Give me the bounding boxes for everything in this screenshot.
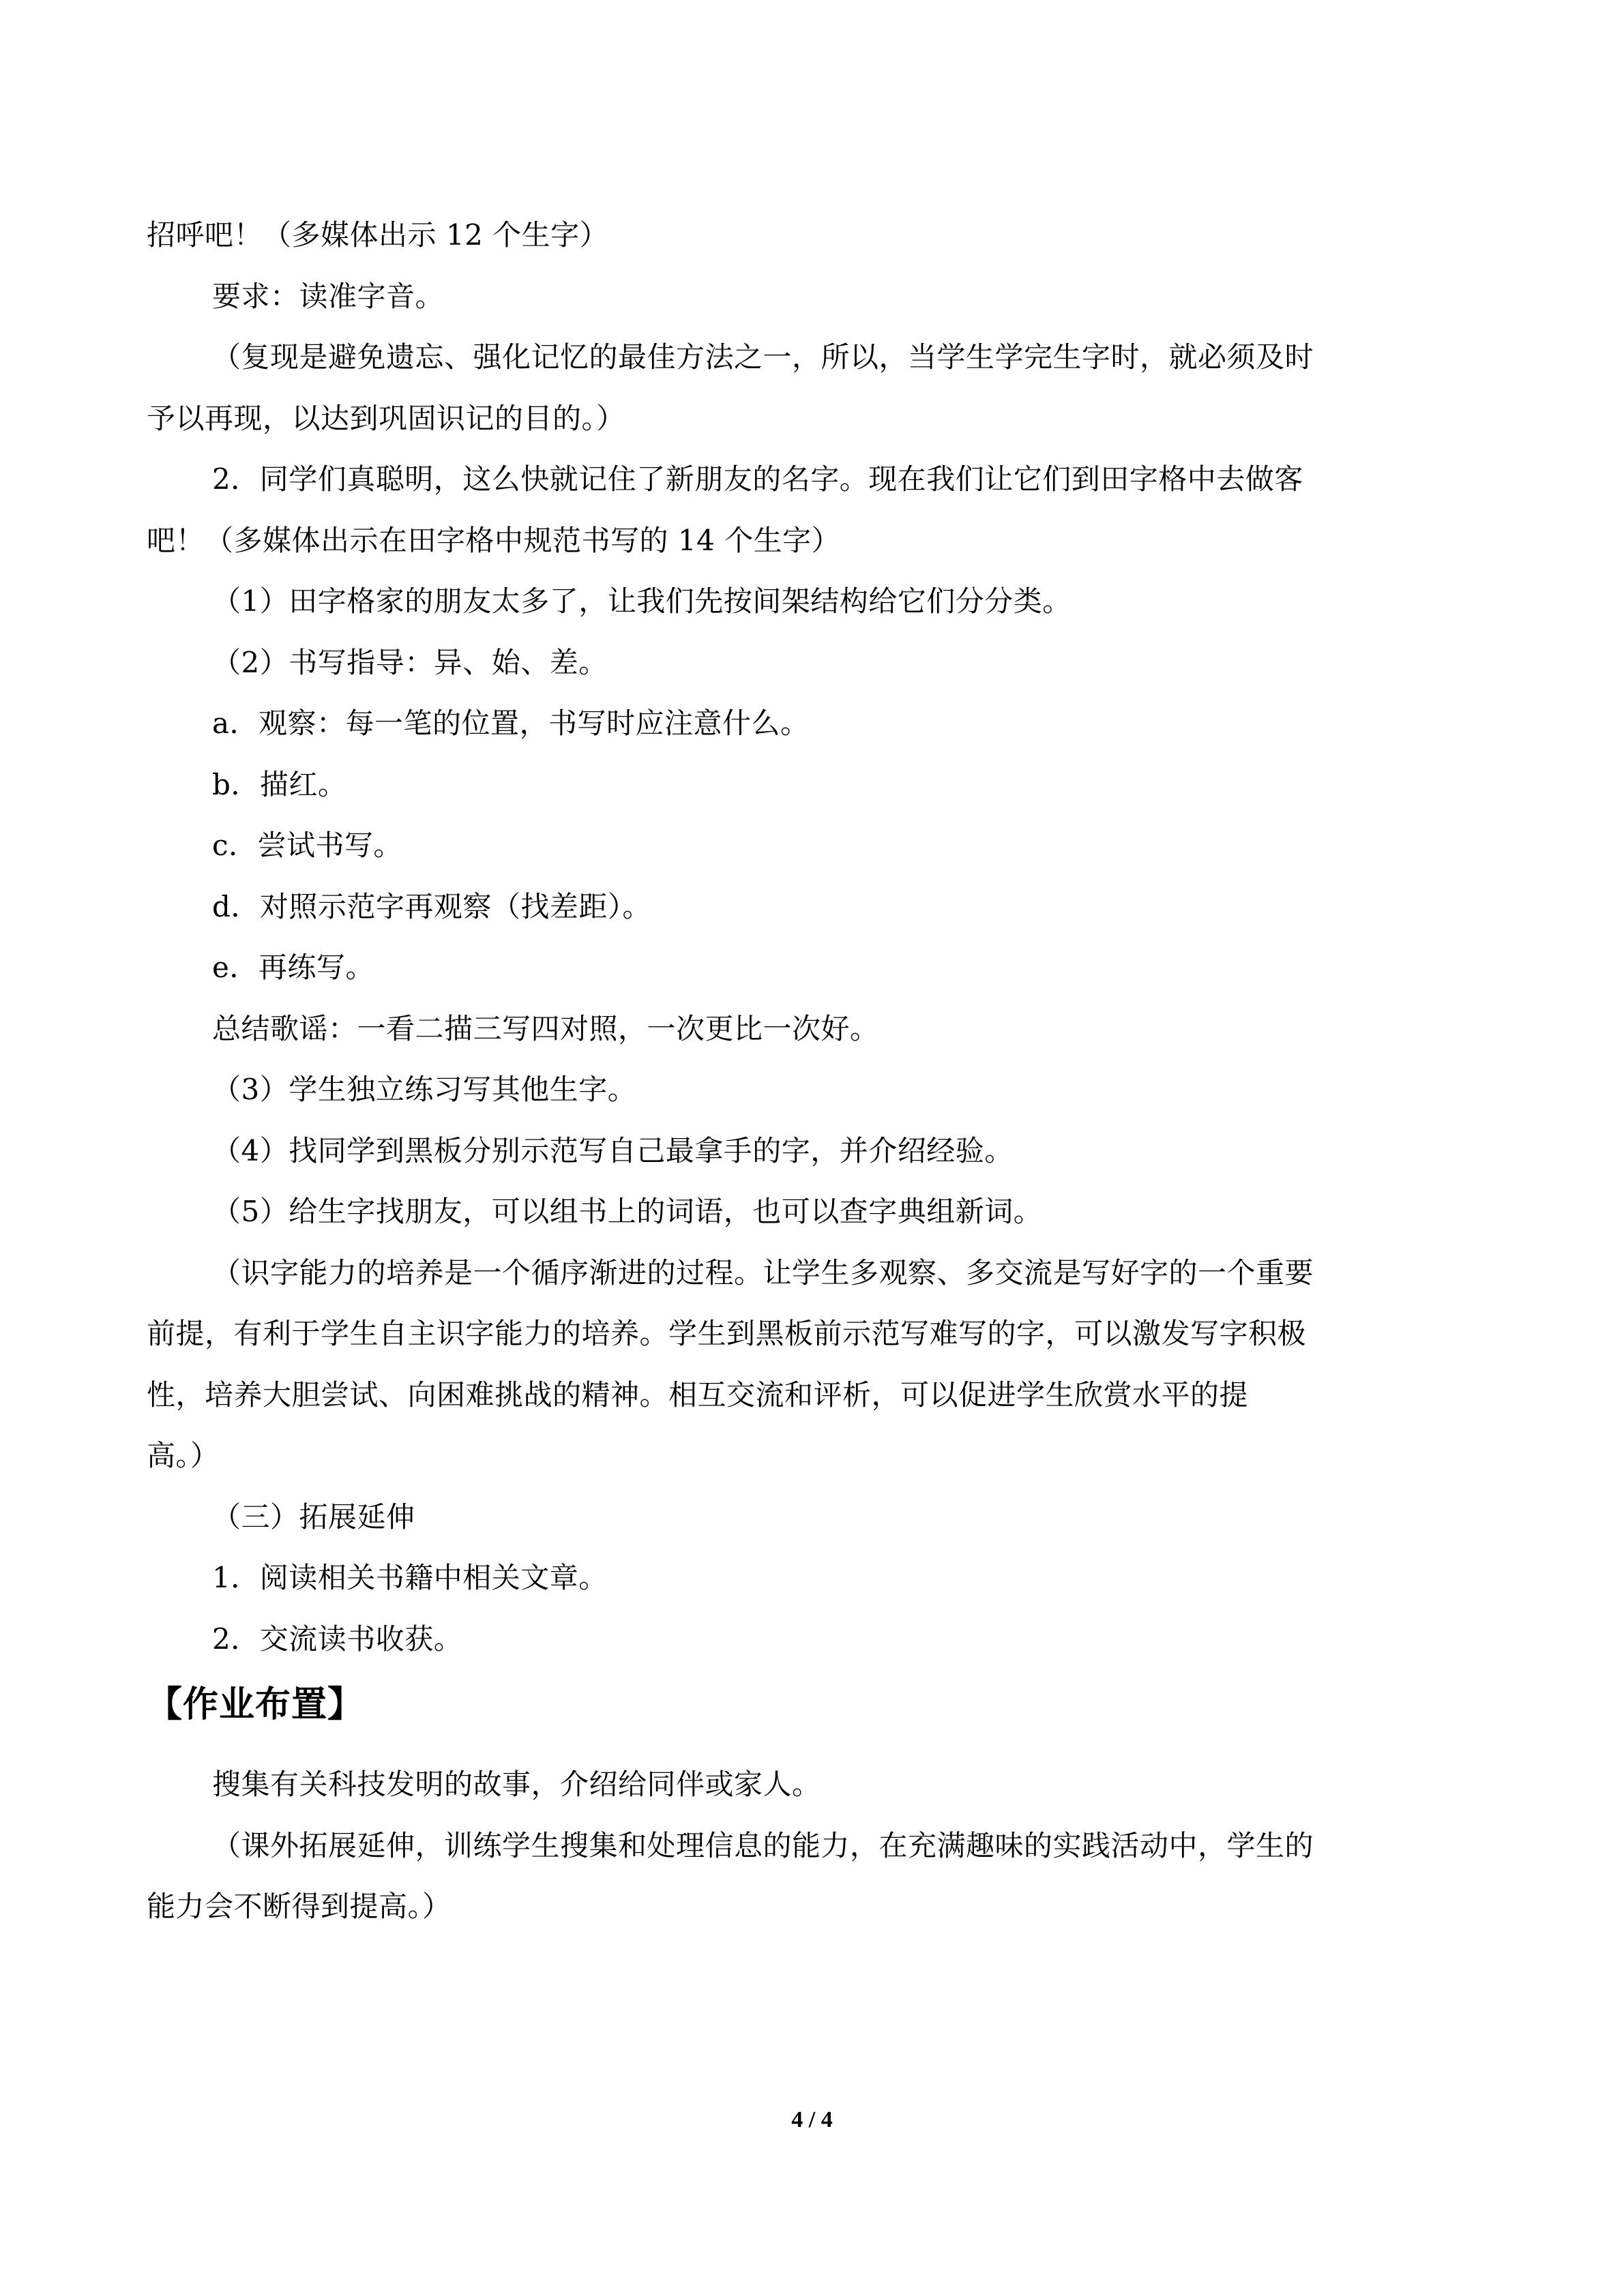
paragraph-line: 2．交流读书收获。 xyxy=(212,1622,463,1656)
paragraph-line: （3）学生独立练习写其他生字。 xyxy=(212,1073,637,1106)
paragraph-line: 高。） xyxy=(147,1439,220,1472)
paragraph-line: 性，培养大胆尝试、向困难挑战的精神。相互交流和评析，可以促进学生欣赏水平的提 xyxy=(147,1377,1249,1412)
paragraph-line: （识字能力的培养是一个循序渐进的过程。让学生多观察、多交流是写好字的一个重要 xyxy=(212,1255,1314,1289)
document-body xyxy=(147,205,1477,1937)
paragraph-line: 要求：读准字音。 xyxy=(212,279,445,313)
paragraph-line: e．再练写。 xyxy=(212,951,374,984)
paragraph-line: （2）书写指导：异、始、差。 xyxy=(212,645,608,679)
paragraph-line: （课外拓展延伸，训练学生搜集和处理信息的能力，在充满趣味的实践活动中，学生的 xyxy=(212,1828,1314,1862)
paragraph-line: 吧！（多媒体出示在田字格中规范书写的 14 个生字） xyxy=(147,523,841,557)
paragraph-line: a．观察：每一笔的位置，书写时应注意什么。 xyxy=(212,706,810,740)
paragraph-line: c．尝试书写。 xyxy=(212,829,403,862)
paragraph-line: （5）给生字找朋友，可以组书上的词语，也可以查字典组新词。 xyxy=(212,1195,1043,1228)
paragraph-line: 能力会不断得到提高。） xyxy=(147,1890,452,1923)
paragraph-line: （三）拓展延伸 xyxy=(212,1500,415,1534)
paragraph-list xyxy=(147,205,1477,1669)
paragraph-line: 搜集有关科技发明的故事，介绍给同伴或家人。 xyxy=(212,1768,821,1801)
section-heading-homework: 【作业布置】 xyxy=(147,1684,364,1725)
page-number: 4 / 4 xyxy=(791,2107,833,2132)
paragraph-line: （1）田字格家的朋友太多了，让我们先按间架结构给它们分分类。 xyxy=(212,584,1072,618)
paragraph-line: 招呼吧！（多媒体出示 12 个生字） xyxy=(147,218,609,252)
paragraph-line: 2．同学们真聪明，这么快就记住了新朋友的名字。现在我们让它们到田字格中去做客 xyxy=(212,462,1303,496)
paragraph-line: 总结歌谣：一看二描三写四对照，一次更比一次好。 xyxy=(212,1011,879,1045)
paragraph-line: 前提，有利于学生自主识字能力的培养。学生到黑板前示范写难写的字，可以激发写字积极 xyxy=(147,1317,1307,1350)
paragraph-line: （4）找同学到黑板分别示范写自己最拿手的字，并介绍经验。 xyxy=(212,1133,1014,1167)
paragraph-line: 予以再现，以达到巩固识记的目的。） xyxy=(147,401,625,435)
paragraph-line: b．描红。 xyxy=(212,767,347,801)
paragraph-line: （复现是避免遗忘、强化记忆的最佳方法之一，所以，当学生学完生字时，就必须及时 xyxy=(212,340,1314,374)
paragraph-line: 1．阅读相关书籍中相关文章。 xyxy=(212,1561,608,1594)
paragraph-line: d．对照示范字再观察（找差距）。 xyxy=(212,889,651,923)
homework-paragraph-list xyxy=(147,1754,1477,1937)
